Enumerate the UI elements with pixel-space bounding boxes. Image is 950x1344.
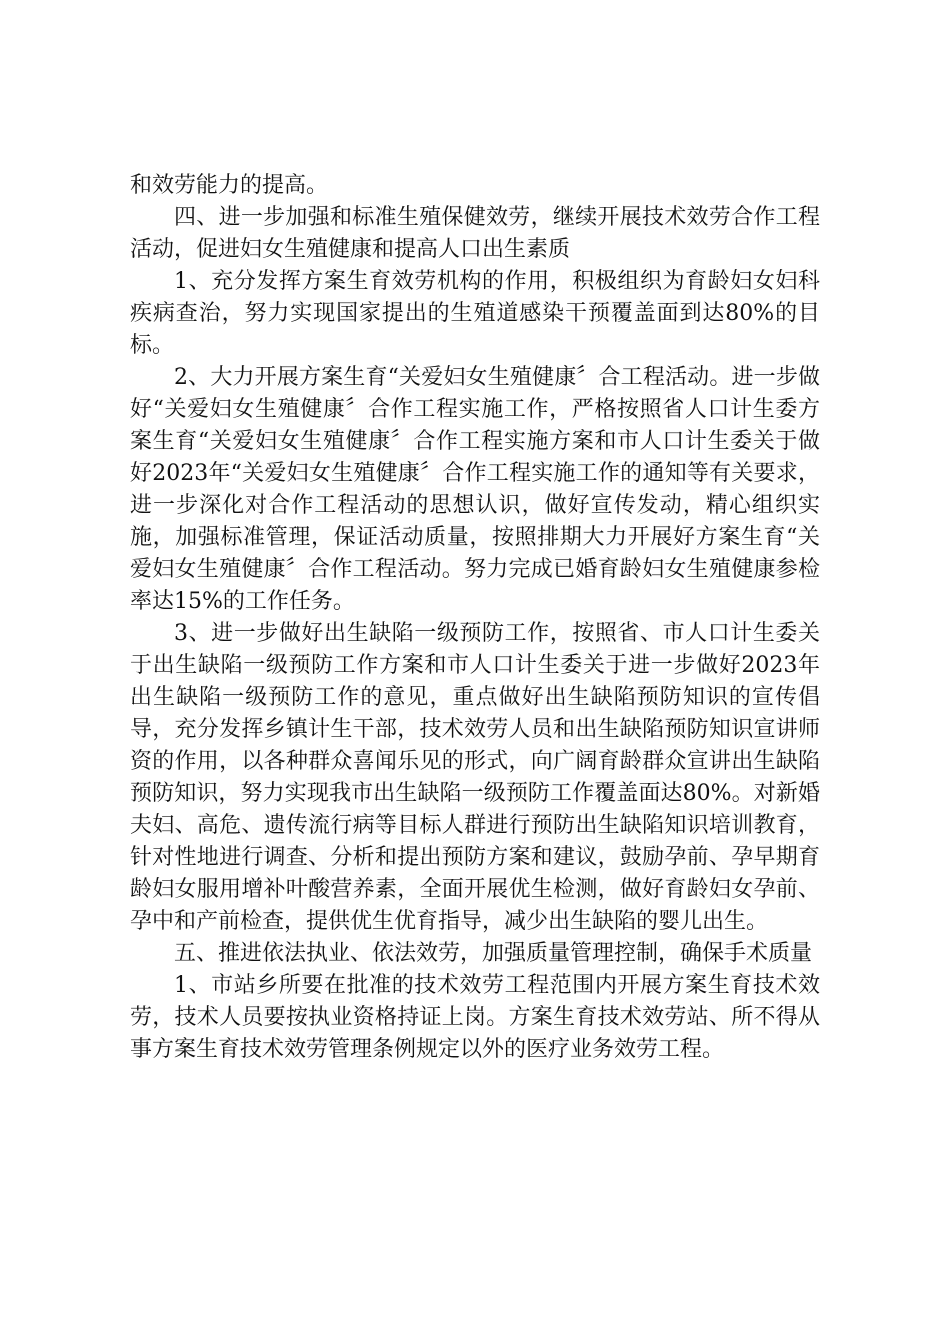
- paragraph-item-3: 3、进一步做好出生缺陷一级预防工作，按照省、市人口计生委关于出生缺陷一级预防工作方案和市人口计生委关于进一步做好2023年出生缺陷一级预防工作的意见，重点做好出生缺陷预防知识的宣传倡导，充分发挥乡镇计生干部，技术效劳人员和出生缺陷预防知识宣讲师资的作用，以各种群众喜闻乐见的形式，向广阔育龄群众宣讲出生缺陷预防知识，努力实现我市出生缺陷一级预防工作覆盖面达80%。对新婚夫妇、高危、遗传流行病等目标人群进行预防出生缺陷知识培训教育，针对性地进行调查、分析和提出预防方案和建议，鼓励孕前、孕早期育龄妇女服用增补叶酸营养素，全面开展优生检测，做好育龄妇女孕前、孕中和产前检查，提供优生优育指导，减少出生缺陷的婴儿出生。: [130, 621, 820, 934]
- document-body: [130, 170, 820, 1066]
- paragraph-item-5-1: 1、市站乡所要在批准的技术效劳工程范围内开展方案生育技术效劳，技术人员要按执业资格持证上岗。方案生育技术效劳站、所不得从事方案生育技术效劳管理条例规定以外的医疗业务效劳工程。: [130, 973, 820, 1062]
- section-heading-four: 四、进一步加强和标准生殖保健效劳，继续开展技术效劳合作工程活动，促进妇女生殖健康和提高人口出生素质: [130, 205, 820, 262]
- paragraph-item-2: 2、大力开展方案生育“关爱妇女生殖健康〞合工程活动。进一步做好“关爱妇女生殖健康〞合作工程实施工作，严格按照省人口计生委方案生育“关爱妇女生殖健康〞合作工程实施方案和市人口计生委关于做好2023年“关爱妇女生殖健康〞合作工程实施工作的通知等有关要求，进一步深化对合作工程活动的思想认识，做好宣传发动，精心组织实施，加强标准管理，保证活动质量，按照排期大力开展好方案生育“关爱妇女生殖健康〞合作工程活动。努力完成已婚育龄妇女生殖健康参检率达15%的工作任务。: [130, 365, 820, 614]
- section-heading-five: 五、推进依法执业、依法效劳，加强质量管理控制，确保手术质量: [174, 941, 813, 966]
- paragraph-continuation: 和效劳能力的提高。: [130, 173, 329, 198]
- paragraph-item-1: 1、充分发挥方案生育效劳机构的作用，积极组织为育龄妇女妇科疾病查治，努力实现国家提出的生殖道感染干预覆盖面到达80%的目标。: [130, 269, 820, 358]
